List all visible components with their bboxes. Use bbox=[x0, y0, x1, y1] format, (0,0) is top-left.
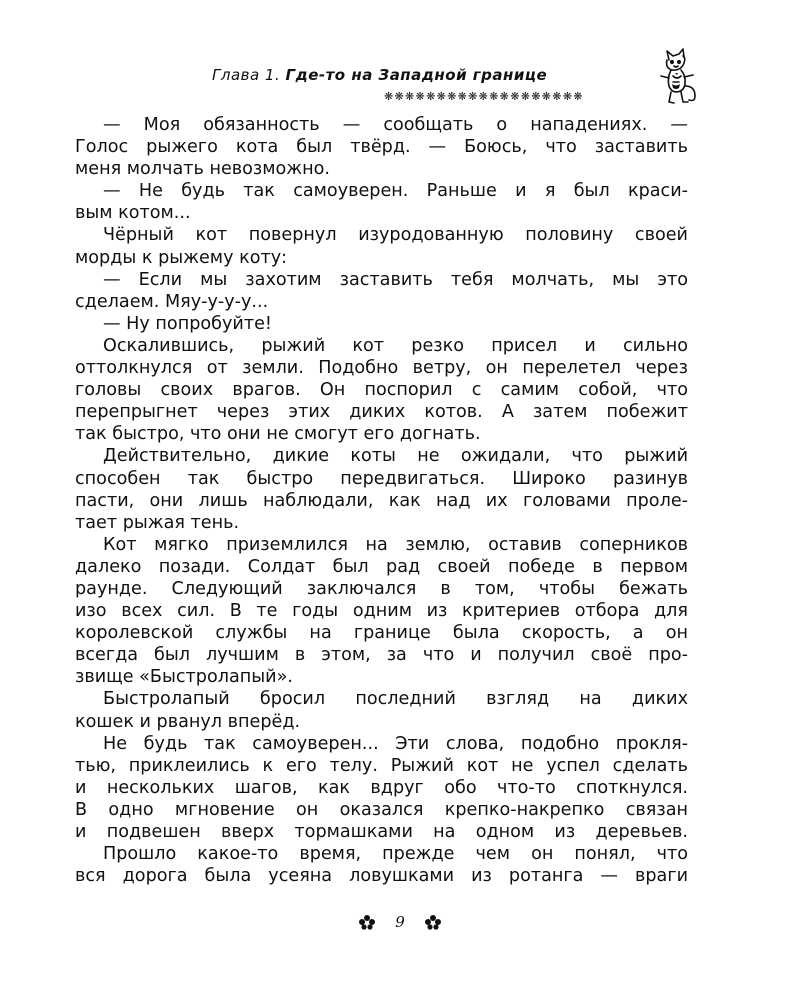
text-line bbox=[75, 379, 688, 401]
running-header bbox=[0, 58, 800, 108]
text-line bbox=[75, 468, 688, 490]
text-line-content: вым котом... bbox=[75, 203, 191, 224]
chapter-label: Глава 1. bbox=[212, 66, 281, 84]
text-line bbox=[75, 291, 688, 313]
text-line bbox=[75, 490, 688, 512]
flower-ornament-icon bbox=[424, 914, 442, 930]
text-line-content: Чёрный кот повернул изуродованную половину своей bbox=[103, 225, 688, 246]
text-line bbox=[75, 733, 688, 755]
text-line-content: В одно мгновение он оказался крепко-накрепко связан bbox=[75, 799, 688, 820]
text-line-content: кошек и рванул вперёд. bbox=[75, 711, 301, 732]
text-line-content: способен так быстро передвигаться. Широко разинув bbox=[75, 468, 688, 489]
star-ornament-divider: ❋❋❋❋❋❋❋❋❋❋❋❋❋❋❋❋❋❋❋ bbox=[384, 90, 584, 103]
text-line-content: — Если мы захотим заставить тебя молчать, мы это bbox=[103, 269, 688, 290]
page-footer bbox=[0, 912, 800, 931]
text-line-content: — Ну попробуйте! bbox=[103, 313, 272, 334]
text-line bbox=[75, 755, 688, 777]
text-line bbox=[75, 688, 688, 710]
text-line-content: меня молчать невозможно. bbox=[75, 159, 331, 180]
text-line bbox=[75, 644, 688, 666]
text-line-content: и нескольких шагов, как вдруг обо что-то споткнулся. bbox=[75, 777, 688, 798]
flower-ornament-icon bbox=[358, 914, 376, 930]
text-line-content: Кот мягко приземлился на землю, оставив соперников bbox=[103, 534, 688, 555]
text-line bbox=[75, 578, 688, 600]
text-line-content: — Не будь так самоуверен. Раньше и я был краси- bbox=[103, 181, 688, 202]
text-line-content: Прошло какое-то время, прежде чем он понял, что bbox=[103, 844, 688, 865]
text-line-content: Не будь так самоуверен... Эти слова, подобно прокля- bbox=[103, 733, 688, 754]
body-text bbox=[75, 114, 688, 887]
text-line bbox=[75, 423, 688, 445]
text-line bbox=[75, 445, 688, 467]
text-line-content: раунде. Следующий заключался в том, чтобы бежать bbox=[75, 578, 688, 599]
chapter-title: Где-то на Западной границе bbox=[285, 66, 548, 84]
text-line bbox=[75, 114, 688, 136]
text-line bbox=[75, 666, 688, 688]
text-line bbox=[75, 136, 688, 158]
text-line-content: Быстролапый бросил последний взгляд на диких bbox=[103, 689, 688, 710]
text-line-content: Действительно, дикие коты не ожидали, что рыжий bbox=[103, 446, 688, 467]
text-line bbox=[75, 622, 688, 644]
text-line bbox=[75, 224, 688, 246]
text-line-content: далеко позади. Солдат был рад своей победе в первом bbox=[75, 556, 688, 577]
cat-illustration-icon bbox=[655, 46, 701, 106]
text-line bbox=[75, 777, 688, 799]
text-line-content: пасти, они лишь наблюдали, как над их головами проле- bbox=[75, 490, 688, 511]
chapter-heading bbox=[212, 66, 547, 84]
text-line-content: тью, приклеились к его телу. Рыжий кот не успел сделать bbox=[75, 755, 688, 776]
text-line-content: Голос рыжего кота был твёрд. — Боюсь, что заставить bbox=[75, 137, 688, 158]
text-line bbox=[75, 180, 688, 202]
text-line bbox=[75, 865, 688, 887]
text-line-content: изо всех сил. В те годы одним из критериев отбора для bbox=[75, 601, 688, 622]
text-line bbox=[75, 711, 688, 733]
text-line-content: всегда был лучшим в этом, за что и получил своё про- bbox=[75, 645, 688, 666]
text-line bbox=[75, 600, 688, 622]
text-line-content: Оскалившись, рыжий кот резко присел и сильно bbox=[103, 335, 688, 356]
text-line bbox=[75, 313, 688, 335]
text-line-content: головы своих врагов. Он поспорил с самим собой, что bbox=[75, 380, 688, 401]
text-line-content: и подвешен вверх тормашками на одном из деревьев. bbox=[75, 822, 688, 842]
page-number: 9 bbox=[395, 912, 405, 931]
text-line-content: перепрыгнет через этих диких котов. А затем побежит bbox=[75, 402, 688, 423]
text-line bbox=[75, 534, 688, 556]
text-line-content: сделаем. Мяу-у-у-у... bbox=[75, 291, 269, 312]
text-line-content: оттолкнулся от земли. Подобно ветру, он перелетел через bbox=[75, 358, 688, 379]
text-line bbox=[75, 158, 688, 180]
text-line bbox=[75, 357, 688, 379]
text-line-content: королевской службы на границе была скорость, а он bbox=[75, 623, 688, 644]
text-line bbox=[75, 247, 688, 269]
text-line-content: вся дорога была усеяна ловушками из ротанга — враги bbox=[75, 866, 688, 887]
text-line-content: звище «Быстролапый». bbox=[75, 667, 293, 688]
text-line bbox=[75, 556, 688, 578]
text-line bbox=[75, 843, 688, 865]
text-line-content: — Моя обязанность — сообщать о нападениях. — bbox=[103, 115, 688, 135]
text-line bbox=[75, 799, 688, 821]
text-line bbox=[75, 401, 688, 423]
text-line bbox=[75, 335, 688, 357]
text-line bbox=[75, 202, 688, 224]
text-line-content: тает рыжая тень. bbox=[75, 512, 240, 533]
text-line bbox=[75, 821, 688, 843]
text-line-content: морды к рыжему коту: bbox=[75, 247, 288, 268]
text-line-content: так быстро, что они не смогут его догнать. bbox=[75, 424, 481, 445]
text-line bbox=[75, 512, 688, 534]
text-line bbox=[75, 269, 688, 291]
